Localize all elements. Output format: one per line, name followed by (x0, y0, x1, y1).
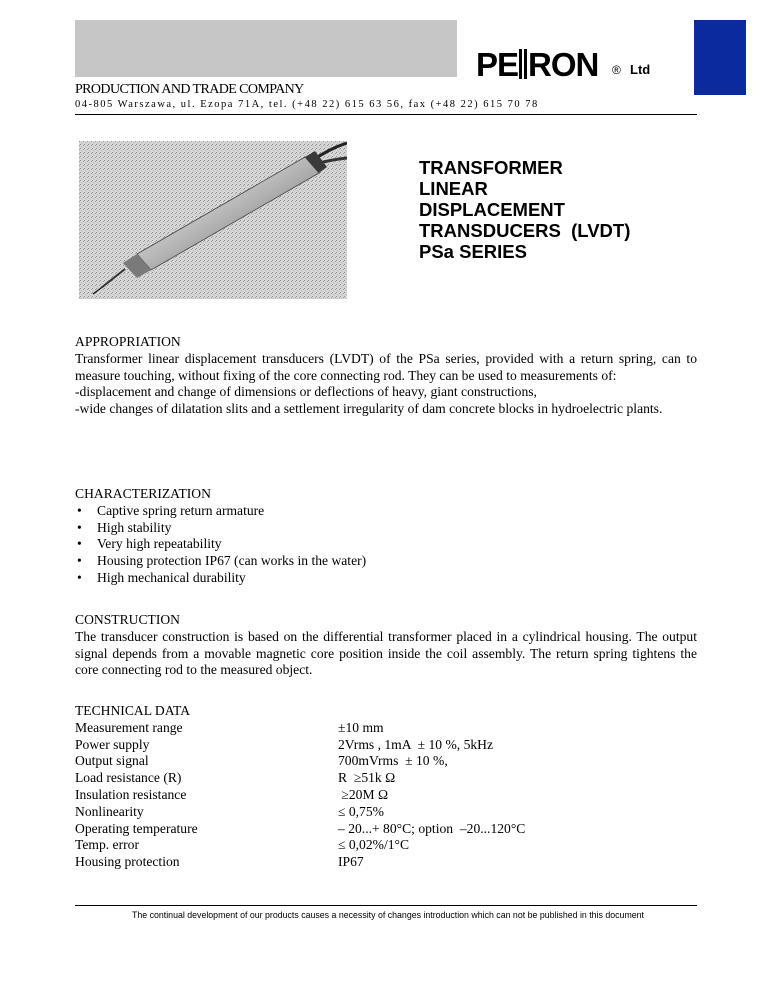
appropriation-body: Transformer linear displacement transducers (LVDT) of the PSa series, provided with a return spring, can to measure touching, without fixing of the core connecting rod. They can be used to measurements of: (75, 350, 697, 383)
spec-row (75, 770, 697, 787)
characterization-heading: CHARACTERIZATION (75, 486, 211, 501)
spec-value: ≤ 0,02%/1°C (338, 837, 410, 853)
spec-row (75, 787, 697, 804)
logo-ltd: Ltd (630, 62, 651, 77)
list-item: • Captive spring return armature (77, 502, 265, 518)
list-item: • Very high repeatability (77, 536, 222, 552)
construction-heading: CONSTRUCTION (75, 612, 180, 627)
spec-label: Insulation resistance (75, 786, 187, 802)
spec-value: R ≥51k Ω (338, 770, 396, 786)
document-title (419, 157, 630, 262)
spec-row (75, 804, 697, 821)
appropriation-section (75, 334, 697, 418)
lvdt-product-photo (79, 141, 347, 299)
bullet-icon: • (77, 519, 82, 535)
spec-value: 700mVrms ± 10 %, (338, 753, 448, 769)
spec-value: ±10 mm (338, 719, 384, 735)
title-line: TRANSDUCERS (LVDT) (419, 220, 631, 241)
spec-label: Output signal (75, 753, 149, 769)
construction-section (75, 612, 697, 679)
spec-row (75, 854, 697, 871)
footer-divider (75, 905, 697, 906)
title-line: TRANSFORMER (419, 157, 563, 178)
technical-data-heading: TECHNICAL DATA (75, 703, 191, 718)
spec-value: IP67 (338, 854, 364, 870)
spec-label: Power supply (75, 736, 150, 752)
company-name: PRODUCTION AND TRADE COMPANY (75, 82, 304, 97)
technical-data-section (75, 703, 697, 871)
appropriation-heading: APPROPRIATION (75, 334, 181, 349)
spec-label: Operating temperature (75, 820, 198, 836)
spec-row (75, 837, 697, 854)
bullet-icon: • (77, 569, 82, 585)
spec-row (75, 821, 697, 838)
title-line: DISPLACEMENT (419, 199, 565, 220)
registered-mark: ® (612, 63, 621, 77)
company-address: 04-805 Warszawa, ul. Ezopa 71A, tel. (+48 22) 615 63 56, fax (+48 22) 615 70 78 (75, 99, 539, 110)
header-blue-box (694, 20, 746, 95)
bullet-icon: • (77, 536, 82, 552)
header-divider (75, 114, 697, 115)
spec-row (75, 720, 697, 737)
list-item: • High stability (77, 519, 172, 535)
spec-value: ≥20M Ω (338, 786, 389, 802)
characterization-section (75, 486, 697, 587)
spec-value: ≤ 0,75% (338, 803, 384, 819)
list-item: • High mechanical durability (77, 569, 246, 585)
list-item: • Housing protection IP67 (can works in the water) (77, 553, 367, 569)
spec-row (75, 737, 697, 754)
spec-label: Housing protection (75, 854, 180, 870)
appropriation-item: -wide changes of dilatation slits and a settlement irregularity of dam concrete blocks in hydroelectric plants. (75, 401, 663, 417)
spec-label: Load resistance (R) (75, 770, 182, 786)
spec-row (75, 753, 697, 770)
bullet-icon: • (77, 553, 82, 569)
peltron-logo: PE RON (476, 46, 599, 83)
header-grey-box (75, 20, 457, 77)
spec-value: – 20...+ 80°C; option –20...120°C (338, 820, 526, 836)
characterization-list (75, 503, 697, 587)
spec-label: Nonlinearity (75, 803, 144, 819)
title-line: PSa SERIES (419, 241, 527, 262)
footer-note: The continual development of our products causes a necessity of changes introduction which can not be published in this document (132, 910, 644, 920)
appropriation-item: -displacement and change of dimensions or deflections of heavy, giant constructions, (75, 384, 537, 400)
spec-label: Measurement range (75, 719, 183, 735)
spec-value: 2Vrms , 1mA ± 10 %, 5kHz (338, 736, 494, 752)
spec-label: Temp. error (75, 837, 139, 853)
title-line: LINEAR (419, 178, 488, 199)
bullet-icon: • (77, 502, 82, 518)
construction-body: The transducer construction is based on the differential transformer placed in a cylindrical housing. The output signal depends from a movable magnetic core position inside the coil assembly. The return spring tightens the core connecting rod to the measured object. (75, 628, 697, 678)
